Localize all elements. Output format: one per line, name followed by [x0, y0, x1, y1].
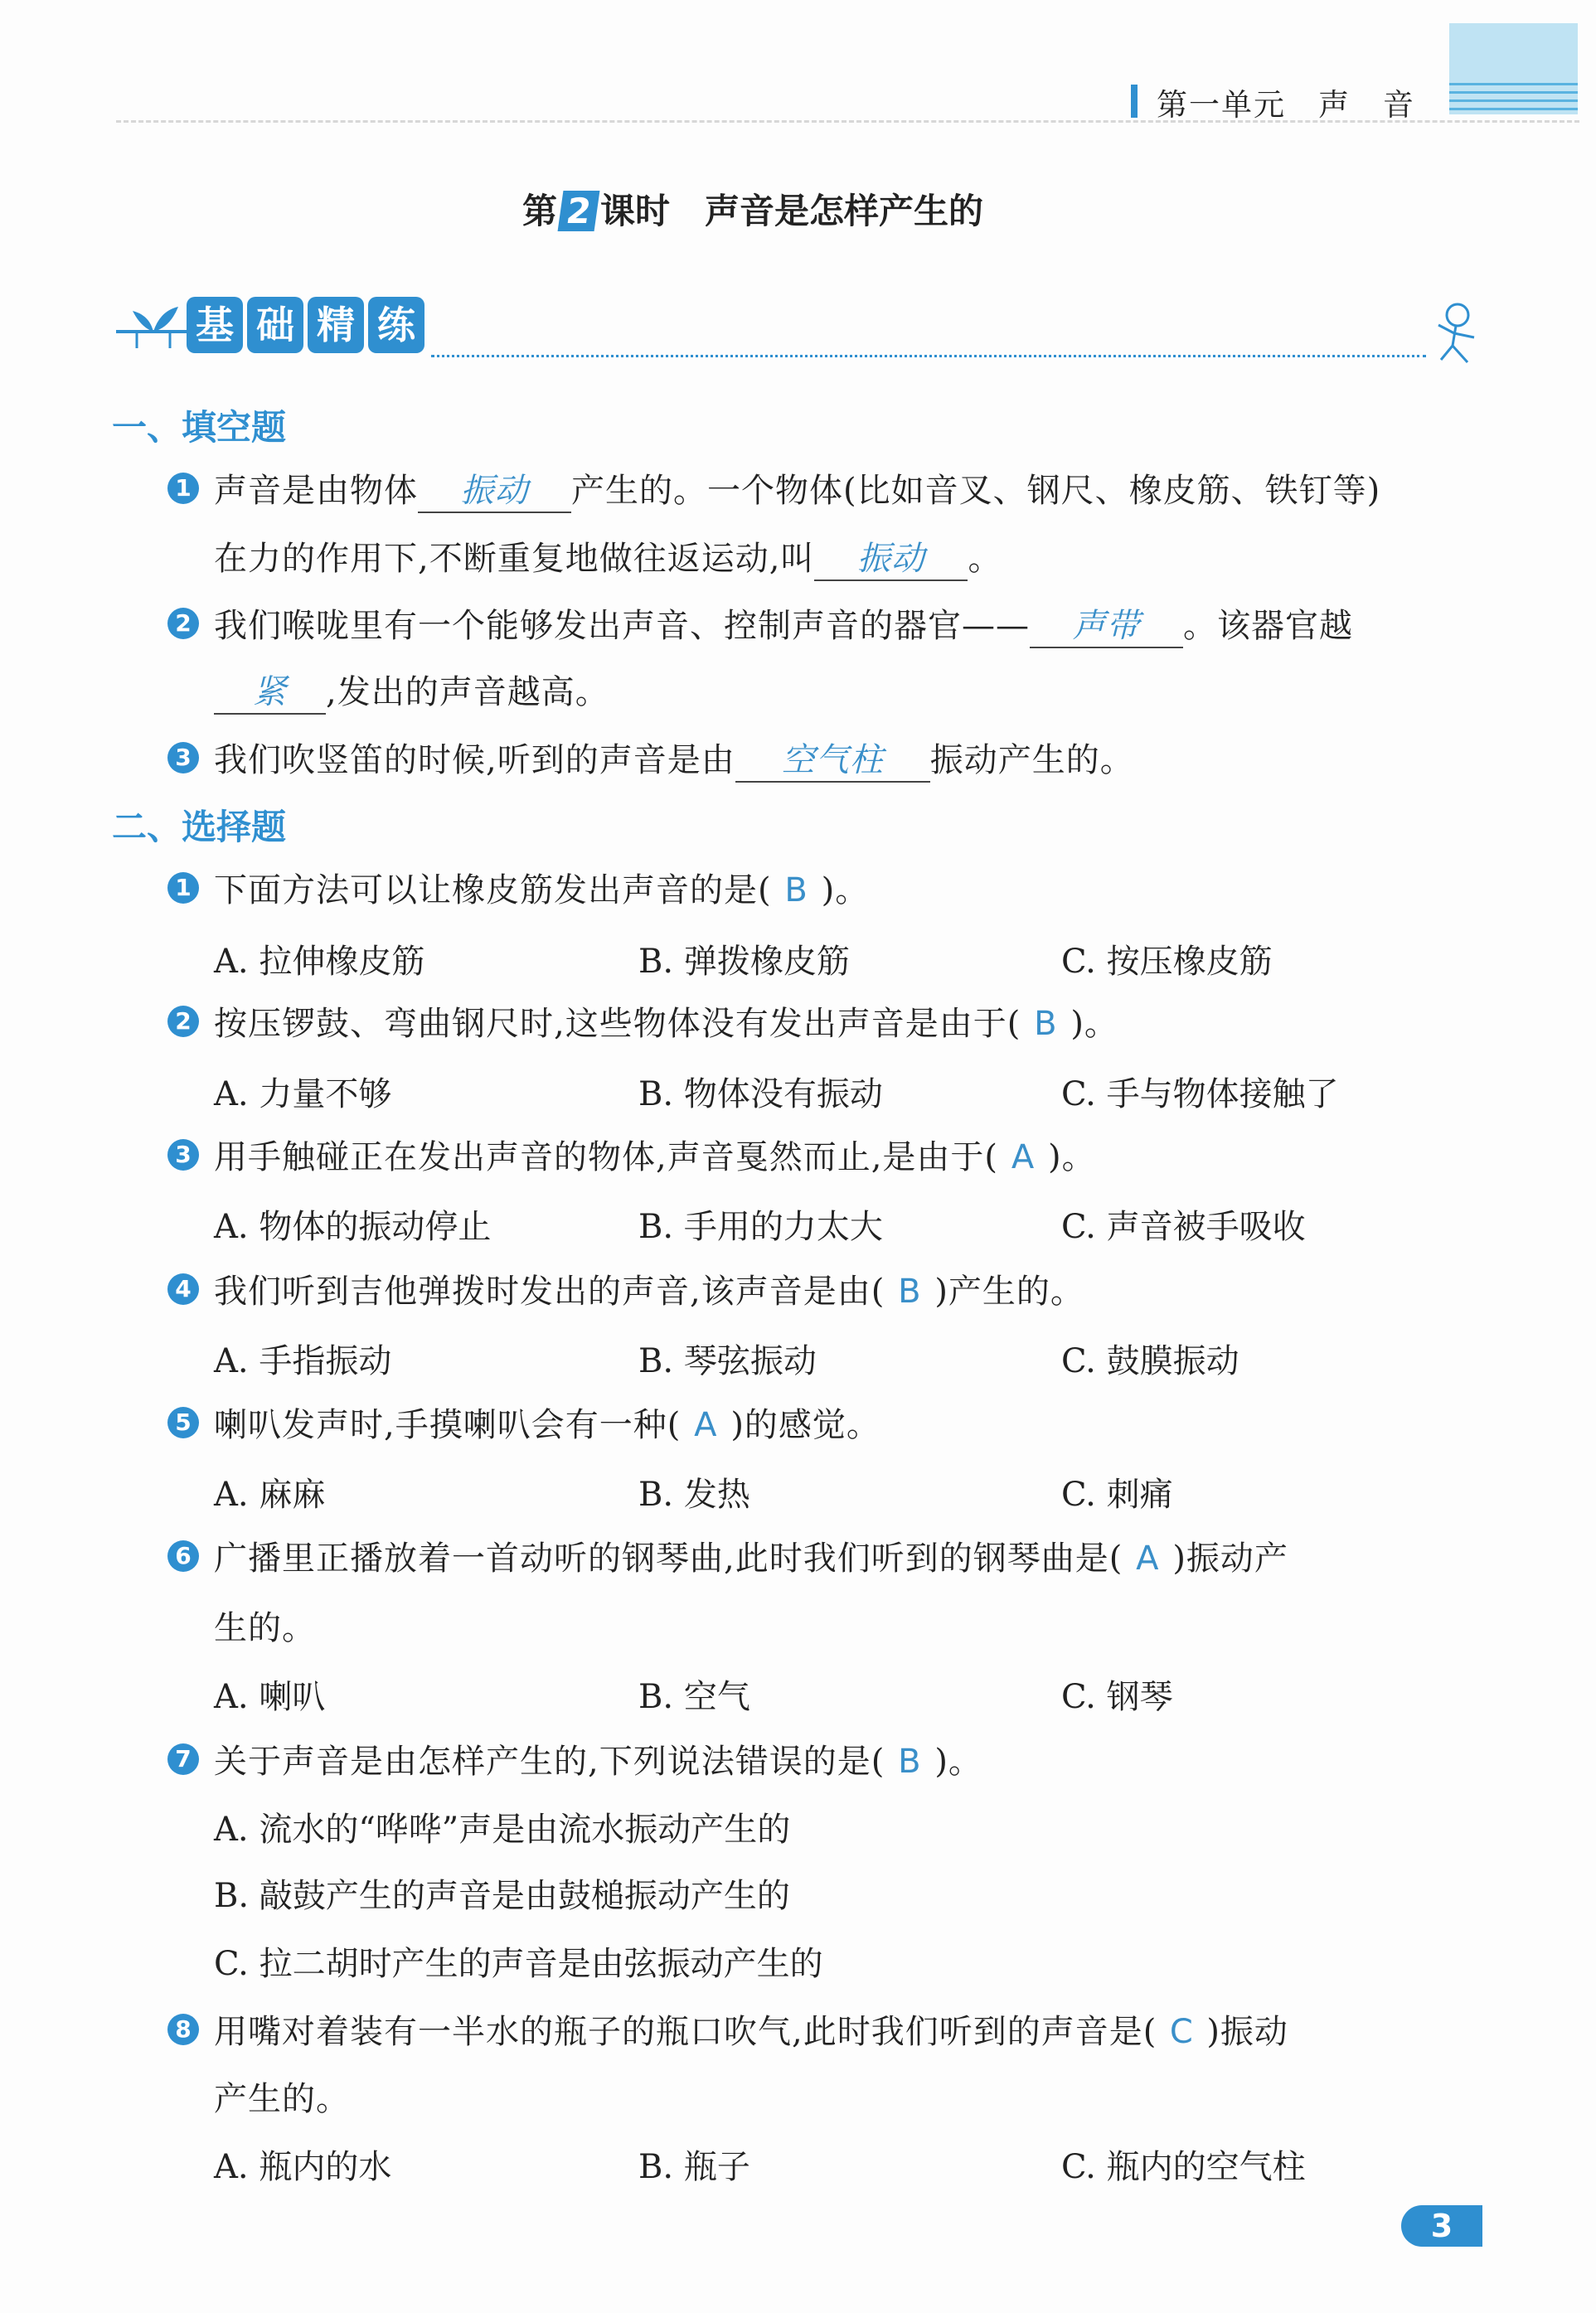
banner-char: 基	[187, 297, 243, 353]
option-a: A. 喇叭	[214, 1678, 326, 1716]
question-text: 。	[968, 540, 1002, 578]
answer-choice: B	[898, 1743, 922, 1781]
option-c: C. 钢琴	[1061, 1678, 1173, 1716]
section-heading: 一、填空题	[112, 407, 287, 448]
answer-blank: 振动	[814, 532, 968, 581]
question-text: )。	[1070, 1005, 1118, 1043]
lesson-name: 课时 声音是怎样产生的	[600, 191, 984, 231]
answer-blank: 空气柱	[735, 734, 930, 783]
option-a: A. 手指振动	[214, 1342, 392, 1380]
question-text: )产生的。	[934, 1273, 1084, 1311]
lesson-number: 2	[558, 191, 600, 231]
question-text	[214, 734, 1134, 783]
option-c: C. 瓶内的空气柱	[1061, 2148, 1306, 2186]
option-b: B. 敲鼓产生的声音是由鼓槌振动产生的	[214, 1877, 790, 1915]
sprout-icon	[112, 298, 195, 356]
question-text: 下面方法可以让橡皮筋发出声音的是(	[214, 871, 772, 909]
option-c: C. 鼓膜振动	[1061, 1342, 1239, 1380]
answer-choice: A	[1136, 1540, 1160, 1578]
question-text: )的感觉。	[730, 1406, 880, 1444]
question-text	[214, 532, 1002, 581]
question-text: )振动	[1206, 2013, 1288, 2051]
banner-divider	[431, 355, 1426, 357]
lesson-title	[522, 184, 983, 234]
question-text: 广播里正播放着一首动听的钢琴曲,此时我们听到的钢琴曲是(	[214, 1540, 1123, 1578]
answer-choice: C	[1169, 2013, 1194, 2051]
option-b: B. 琴弦振动	[638, 1342, 817, 1380]
question-number: 1	[167, 473, 199, 504]
question-text	[214, 1131, 1096, 1178]
question-number: 2	[167, 608, 199, 639]
banner-char: 精	[308, 297, 364, 353]
option-b: B. 物体没有振动	[638, 1075, 883, 1113]
question-text	[214, 1399, 880, 1446]
question-text: 振动产生的。	[929, 741, 1134, 779]
question-text: 在力的作用下,不断重复地做往返运动,叫	[214, 540, 815, 578]
question-text	[214, 1735, 982, 1782]
question-text: 按压锣鼓、弯曲钢尺时,这些物体没有发出声音是由于(	[214, 1005, 1021, 1043]
lesson-prefix: 第	[522, 191, 558, 231]
option-b: B. 发热	[638, 1476, 750, 1514]
question-number: 6	[167, 1540, 199, 1572]
kid-icon	[1426, 300, 1484, 366]
answer-choice: A	[694, 1406, 718, 1444]
unit-marker	[1131, 85, 1138, 118]
corner-stripe	[1449, 83, 1578, 85]
option-a: A. 物体的振动停止	[214, 1208, 492, 1246]
question-number: 5	[167, 1407, 199, 1438]
question-text: )。	[934, 1743, 982, 1781]
question-number: 2	[167, 1006, 199, 1037]
question-number: 3	[167, 742, 199, 773]
option-c: C. 拉二胡时产生的声音是由弦振动产生的	[214, 1945, 823, 1983]
question-text	[214, 2005, 1288, 2053]
question-text: 我们吹竖笛的时候,听到的声音是由	[214, 741, 735, 779]
option-b: B. 空气	[638, 1678, 750, 1716]
option-b: B. 弹拨橡皮筋	[638, 943, 850, 981]
question-text	[214, 599, 1353, 648]
question-text: 产生的。	[214, 2080, 350, 2118]
question-text: 用嘴对着装有一半水的瓶子的瓶口吹气,此时我们听到的声音是(	[214, 2013, 1157, 2051]
corner-stripe	[1449, 99, 1578, 102]
answer-choice: B	[784, 871, 808, 909]
question-text	[214, 864, 869, 911]
question-text: )。	[1048, 1138, 1096, 1176]
question-text	[214, 997, 1118, 1045]
question-text: )。	[821, 871, 870, 909]
unit-title: 第一单元 声 音	[1157, 87, 1415, 123]
question-text	[214, 464, 1380, 513]
option-a: A. 拉伸橡皮筋	[214, 943, 425, 981]
question-text: 。该器官越	[1183, 607, 1353, 645]
question-number: 3	[167, 1139, 199, 1171]
question-text: 用手触碰正在发出声音的物体,声音戛然而止,是由于(	[214, 1138, 999, 1176]
answer-choice: A	[1011, 1138, 1036, 1176]
question-text: 产生的。一个物体(比如音叉、钢尺、橡皮筋、铁钉等)	[571, 472, 1381, 510]
answer-blank: 振动	[418, 464, 571, 513]
option-c: C. 手与物体接触了	[1061, 1075, 1339, 1113]
banner-char: 础	[247, 297, 303, 353]
answer-choice: B	[898, 1273, 922, 1311]
answer-blank: 声带	[1030, 599, 1183, 648]
header-divider	[116, 120, 1579, 123]
option-b: B. 手用的力太大	[638, 1208, 883, 1246]
question-text	[214, 1265, 1084, 1312]
corner-stripe	[1449, 91, 1578, 94]
question-number: 1	[167, 872, 199, 904]
option-c: C. 刺痛	[1061, 1476, 1173, 1514]
question-text: 喇叭发声时,手摸喇叭会有一种(	[214, 1406, 682, 1444]
banner-char: 练	[368, 297, 424, 353]
question-text: 生的。	[214, 1609, 316, 1647]
option-a: A. 流水的“哗哗”声是由流水振动产生的	[214, 1811, 791, 1849]
question-text: 声音是由物体	[214, 472, 418, 510]
option-a: A. 瓶内的水	[214, 2148, 392, 2186]
option-c: C. 按压橡皮筋	[1061, 943, 1273, 981]
question-number: 8	[167, 2014, 199, 2045]
page-number: 3	[1401, 2205, 1482, 2247]
question-number: 7	[167, 1743, 199, 1775]
answer-choice: B	[1034, 1005, 1058, 1043]
question-text: 我们听到吉他弹拨时发出的声音,该声音是由(	[214, 1273, 885, 1311]
question-text	[214, 666, 609, 715]
section-heading: 二、选择题	[112, 807, 287, 847]
option-a: A. 麻麻	[214, 1476, 326, 1514]
question-text	[214, 1532, 1288, 1579]
answer-blank: 紧	[214, 666, 326, 715]
question-number: 4	[167, 1273, 199, 1305]
question-text: 我们喉咙里有一个能够发出声音、控制声音的器官——	[214, 607, 1030, 645]
corner-stripe	[1449, 108, 1578, 110]
question-text: ,发出的声音越高。	[326, 673, 609, 711]
option-a: A. 力量不够	[214, 1075, 392, 1113]
option-c: C. 声音被手吸收	[1061, 1208, 1306, 1246]
question-text: )振动产	[1172, 1540, 1288, 1578]
option-b: B. 瓶子	[638, 2148, 750, 2186]
question-text: 关于声音是由怎样产生的,下列说法错误的是(	[214, 1743, 885, 1781]
